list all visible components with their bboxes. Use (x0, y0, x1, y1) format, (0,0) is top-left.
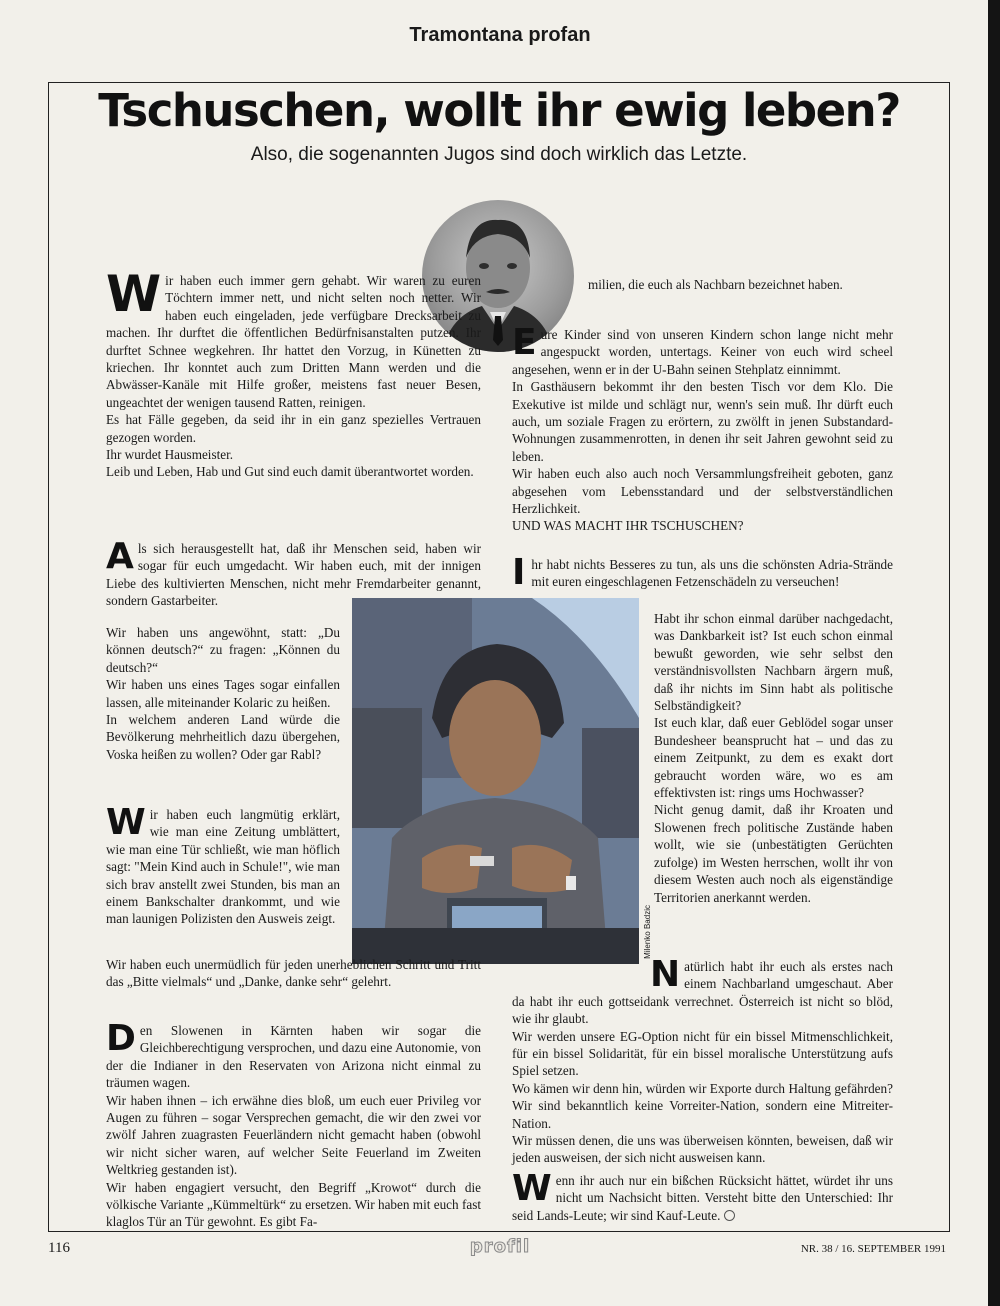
col1-section-3 (106, 802, 340, 928)
pilot-photo (352, 598, 639, 964)
paragraph: ls sich herausgestellt hat, daß ihr Menschen seid, haben wir sogar für euch umgedacht. Wir haben euch, mit der innigen Liebe des kultivierten Menschen, nicht mehr Fremdarbeiter genannt, sondern Gastarbeiter. (106, 541, 481, 609)
paragraph: Wir haben euch also auch noch Versammlungsfreiheit geboten, ganz abgesehen vom Lebensstandard und der selbstverständlichen Herzlichkeit. (512, 466, 893, 517)
magazine-logo: profil (469, 1236, 531, 1257)
col1-section-2 (106, 624, 340, 763)
paragraph: Es hat Fälle gegeben, da seid ihr in ein ganz spezielles Vertrauen gezogen worden. (106, 412, 481, 445)
paragraph: enn ihr auch nur ein bißchen Rücksicht hättet, würdet ihr uns nicht um Nachsicht bitten. Versteht bitte den Unterschied: Ihr seid Lands-Leute; wir sind Kauf-Leute. (512, 1173, 893, 1223)
paragraph: Wir haben engagiert versucht, den Begriff „Krowot“ durch die völkische Variante „Kümmeltürk“ zu ersetzen. Wir haben mit euch fast klaglos Tür an Tür gewohnt. Es gibt Fa- (106, 1179, 481, 1230)
paragraph: Ihr wurdet Hausmeister. (106, 447, 234, 463)
col2-section-2 (512, 322, 893, 535)
paragraph: Ist euch klar, daß euer Geblödel sogar unser Bundesheer beansprucht hat – und das zu einem Zeitpunkt, zu dem es exakt dort gebraucht worden wäre, wo es am effektivsten ist: rings ums Hochwasser? (654, 715, 893, 801)
paragraph: ir haben euch langmütig erklärt, wie man eine Zeitung umblättert, wie man eine Tür schließt, wie man höflich sagt: "Mein Kind auch in Schule!", wie man sich brav anstellt zwei Stunden, bis man an einem Bankschalter drankommt, und wie man launigen Polizisten den Ausweis zeigt. (106, 807, 340, 927)
end-mark-icon (724, 1210, 735, 1221)
paragraph: ure Kinder sind von unseren Kindern schon lange nicht mehr angespuckt worden, untertags. Keiner von euch wird scheel angesehen, wenn er in der U-Bahn seinen Stehplatz einnimmt. (512, 327, 893, 377)
paragraph: Wir haben uns eines Tages sogar einfallen lassen, alle miteinander Kolaric zu heißen. (106, 677, 340, 710)
col1-section-3-end (106, 956, 481, 991)
paragraph: In welchem anderen Land würde die Bevölkerung mehrheitlich dazu übergehen, Voska heißen zu wollen? Oder gar Rabl? (106, 712, 340, 762)
page-edge-shadow (988, 0, 1000, 1306)
paragraph: Wir haben uns angewöhnt, statt: „Du können deutsch?“ zu fragen: „Können du deutsch?“ (106, 625, 340, 675)
paragraph: milien, die euch als Nachbarn bezeichnet haben. (588, 277, 843, 292)
drop-cap: W (106, 802, 146, 843)
col1-section-2-top (106, 536, 481, 610)
paragraph: ir haben euch immer gern gehabt. Wir waren zu euren Töchtern immer nett, und nicht selten noch netter. Wir haben euch eingeladen, jede verfügbare Drecksarbeit zu machen. Ihr durftet die öffentlichen Bedürfnisanstalten putzen. Ihr durftet Schnee wegkehren. Ihr hattet den Vorzug, in Künetten zu kriechen. Ihr konntet auch zum Dritten Mann werden und die Abwässer-Kanäle mit Hilfe großer, meistens fast neuer Besen, ungeachtet der wenigen tausend Ratten, reinigen. (106, 273, 481, 410)
paragraph: Wir haben euch unermüdlich für jeden unerheblichen Schritt und Tritt das „Bitte vielmals“ und „Danke, danke sehr“ gelehrt. (106, 957, 481, 990)
col1-section-4 (106, 1018, 481, 1231)
col1-section-1 (106, 265, 481, 481)
col2-section-5 (512, 1168, 893, 1224)
col2-section-3-top (512, 552, 893, 593)
paragraph: Wir müssen denen, die uns was überweisen könnten, beweisen, daß wir jeden ausweisen, der sich nicht ausweisen kann. (512, 1133, 893, 1166)
drop-cap: E (512, 322, 537, 363)
paragraph: Wir werden unsere EG-Option nicht für ein bissel Mitmenschlichkeit, für ein bissel Solidarität, für ein bissel moralische Unterstützung aufs Spiel setzen. (512, 1028, 893, 1079)
headline: Tschuschen, wollt ihr ewig leben? (98, 84, 900, 137)
paragraph: atürlich habt ihr euch als erstes nach einem Nachbarland umgeschaut. Aber da habt ihr euch gottseidank verrechnet. Österreich ist nicht so blöd, wie ihr glaubt. (512, 959, 893, 1027)
col2-section-1 (588, 276, 893, 293)
paragraph: Leib und Leben, Hab und Gut sind euch damit überantwortet worden. (106, 464, 474, 480)
rubric: Tramontana profan (409, 24, 591, 46)
paragraph: Habt ihr schon einmal darüber nachgedacht, was Dankbarkeit ist? Ist euch schon einmal bewußt geworden, wie sehr selbst den verständnisvollsten Nachbarn ärgern muß, daß ihr nichts im Sinn habt als politische Selbständigkeit? (654, 611, 893, 714)
paragraph: In Gasthäusern bekommt ihr den besten Tisch vor dem Klo. Die Exekutive ist milde und schlägt nur, wenn's sein muß. Ihr dürft euch auch, um soziale Fragen zu erörtern, zu zwölft in jenen Substandard-Wohnungen zusammenrotten, in denen ihr seit Jahren gewohnt seid zu leben. (512, 379, 893, 464)
paragraph: Nicht genug damit, daß ihr Kroaten und Slowenen frech politische Zustände haben wollt, wie sie (unbestätigten Gerüchten zufolge) im Westen herrschen, wollt ihr von diesem Westen auch noch als eigenständige Territorien anerkannt werden. (654, 802, 893, 905)
subtitle: Also, die sogenannten Jugos sind doch wirklich das Letzte. (250, 144, 748, 165)
paragraph: Wir haben ihnen – ich erwähne dies bloß, um euch euer Privileg vor Augen zu führen – sogar Versprechen gemacht, die wir den zwei vor zwölf Jahren zuagrasten Feuerländern nicht gemacht haben (obwohl wir nicht sicher waren, auf welcher Seite Feuerland im Zweiten Weltkrieg gestanden ist). (106, 1092, 481, 1178)
paragraph: hr habt nichts Besseres zu tun, als uns die schönsten Adria-Strände mit euren eingeschlagenen Fetzenschädeln zu verseuchen! (531, 557, 893, 590)
paragraph: Wo kämen wir denn hin, würden wir Exporte durch Haltung gefährden? Wir sind bekanntlich keine Vorreiter-Nation, sondern eine Mitreiter-Nation. (512, 1080, 893, 1131)
issue-info: NR. 38 / 16. SEPTEMBER 1991 (800, 1243, 946, 1255)
drop-cap: I (512, 552, 526, 593)
col2-section-4 (512, 954, 893, 1167)
drop-cap: N (650, 954, 681, 995)
drop-cap: W (512, 1168, 552, 1209)
photo-credit: Milenko Badzic (643, 905, 652, 959)
col2-section-3 (654, 610, 893, 906)
paragraph: en Slowenen in Kärnten haben wir sogar die Gleichberechtigung versprochen, und dazu eine Autonomie, von der die Indianer in den Reservaten von Arizona nicht einmal zu träumen wagen. (106, 1023, 481, 1091)
page-number: 116 (48, 1240, 70, 1256)
drop-cap: W (106, 265, 162, 323)
drop-cap: D (106, 1018, 136, 1059)
paragraph: UND WAS MACHT IHR TSCHUSCHEN? (512, 518, 744, 534)
drop-cap: A (106, 536, 134, 577)
